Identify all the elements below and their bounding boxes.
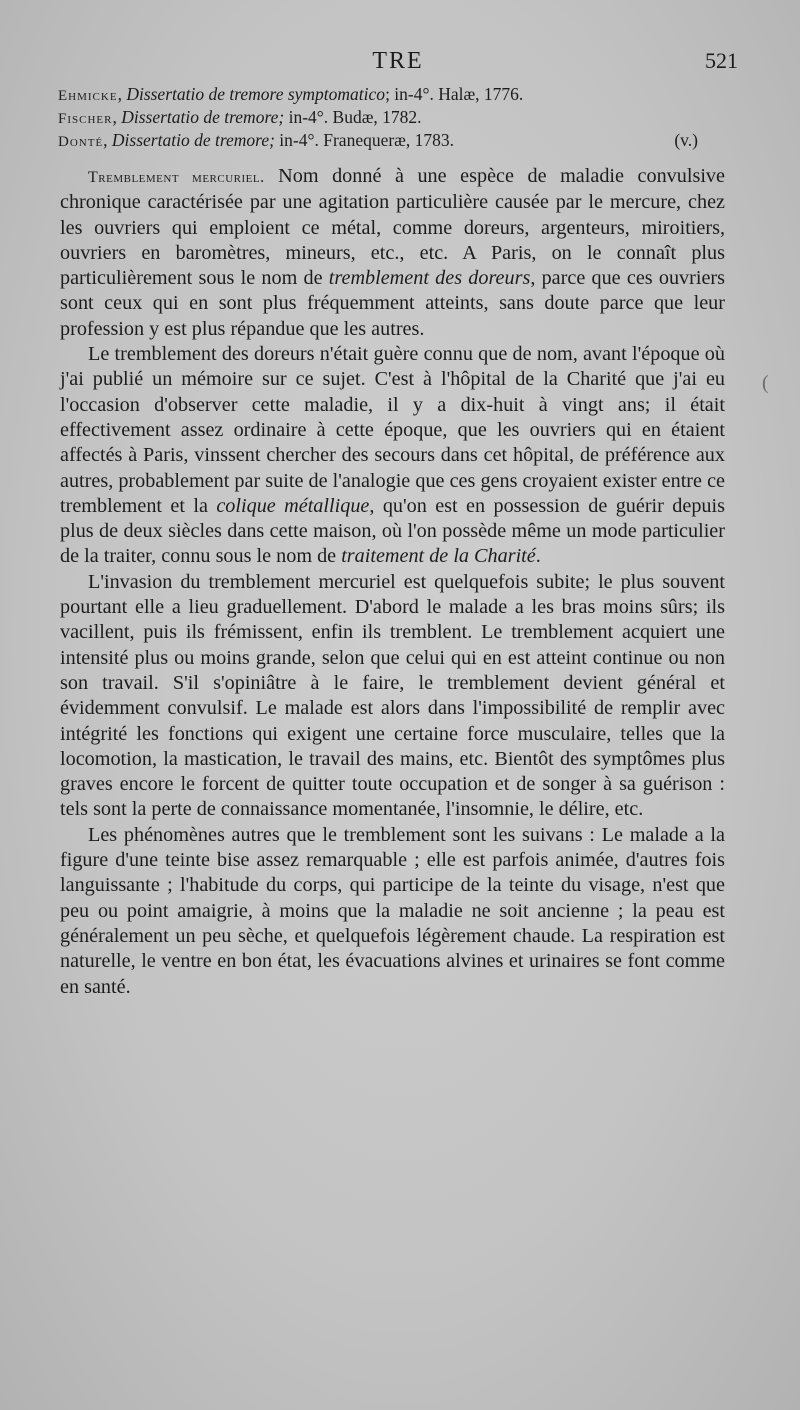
article-headword: Tremblement mercuriel. <box>88 169 265 186</box>
work-details: ; in-4°. Halæ, 1776. <box>385 84 524 104</box>
paragraph: Le tremblement des doreurs n'était guère connu que de nom, avant l'époque où j'ai publié un mémoire sur ce sujet. C'est à l'hôpital de la Charité que j'ai eu l'occasion d'observer cette maladie, il y a dix-huit à vingt ans; il était effectivement assez ordinaire à cette époque, que les ouvriers qui en étaient affectés à Paris, vinssent chercher des secours dans cet hôpital, de préférence aux autres, probablement par suite de l'analogie que ces gens croyaient exister entre ce tremblement et la colique métallique, qu'on est en possession de guérir depuis plus de deux siècles dans cette maison, où l'on possède même un mode particulier de la traiter, connu sous le nom de traitement de la Charité. <box>60 343 725 568</box>
bibliography <box>58 84 738 153</box>
italic-term: colique métallique <box>216 494 370 517</box>
running-head: TRE <box>372 48 424 74</box>
author-name: Donté <box>58 134 104 150</box>
page-number: 521 <box>705 48 738 73</box>
work-details: in-4°. Budæ, 1782. <box>284 107 422 127</box>
work-title: Dissertatio de tremore; <box>121 107 285 127</box>
paragraph: Tremblement mercuriel. Nom donné à une espèce de maladie convulsive chronique caractérisée par une agitation particulière causée par le mercure, chez les ouvriers qui emploient ce métal, comme doreurs, argenteurs, miroitiers, ouvriers en baromètres, mineurs, etc., etc. A Paris, on le connaît plus particulièrement sous le nom de tremblement des doreurs, parce que ces ouvriers sont ceux qui en sont plus fréquemment atteints, sans doute parce que leur profession y est plus répandue que les autres. <box>60 165 725 340</box>
italic-term: traitement de la Charité <box>341 545 536 568</box>
author-name: Fischer <box>58 111 113 127</box>
work-title: Dissertatio de tremore symptomatico <box>126 84 386 104</box>
work-title: Dissertatio de tremore; <box>111 130 275 150</box>
author-name: Ehmicke <box>58 88 118 104</box>
italic-term: tremblement des doreurs <box>328 267 531 290</box>
article-body <box>60 164 725 1000</box>
bibliography-entry: Fischer, Dissertatio de tremore; in-4°. Budæ, 1782. <box>58 107 422 127</box>
bibliography-entry: Donté, Dissertatio de tremore; in-4°. Franequeræ, 1783. (v.) <box>58 130 698 150</box>
bibliography-entry: Ehmicke, Dissertatio de tremore symptomatico; in-4°. Halæ, 1776. <box>58 84 524 104</box>
paragraph: Les phénomènes autres que le tremblement sont les suivans : Le malade a la figure d'une teinte bise assez remarquable ; elle est parfois animée, d'autres fois languissante ; l'habitude du corps, qui participe de la teinte du visage, n'est que peu ou point amaigrie, à moins que la maladie ne soit ancienne ; la peau est généralement un peu sèche, et quelquefois légèrement chaude. La respiration est naturelle, le ventre en bon état, les évacuations alvines et urinaires se font comme en santé. <box>60 823 725 998</box>
margin-mark: ( <box>762 372 769 394</box>
page-header <box>58 48 738 78</box>
author-signature: (v.) <box>674 130 698 150</box>
work-details: in-4°. Franequeræ, 1783. <box>274 130 454 150</box>
paragraph: L'invasion du tremblement mercuriel est quelquefois subite; le plus souvent pourtant elle a lieu graduellement. D'abord le malade a les bras moins sûrs; ils vacillent, puis ils frémissent, enfin ils tremblent. Le tremblement acquiert une intensité plus ou moins grande, selon que celui qui en est atteint continue ou non son travail. S'il s'opiniâtre à le faire, le tremblement devient général et évidemment convulsif. Le malade est alors dans l'impossibilité de remplir avec intégrité les fonctions qui exigent une certaine force musculaire, telles que la locomotion, la mastication, le travail des mains, etc. Bientôt des symptômes plus graves encore le forcent de quitter toute occupation et de songer à sa guérison : tels sont la perte de connaissance momentanée, l'insomnie, le délire, etc. <box>60 570 725 821</box>
